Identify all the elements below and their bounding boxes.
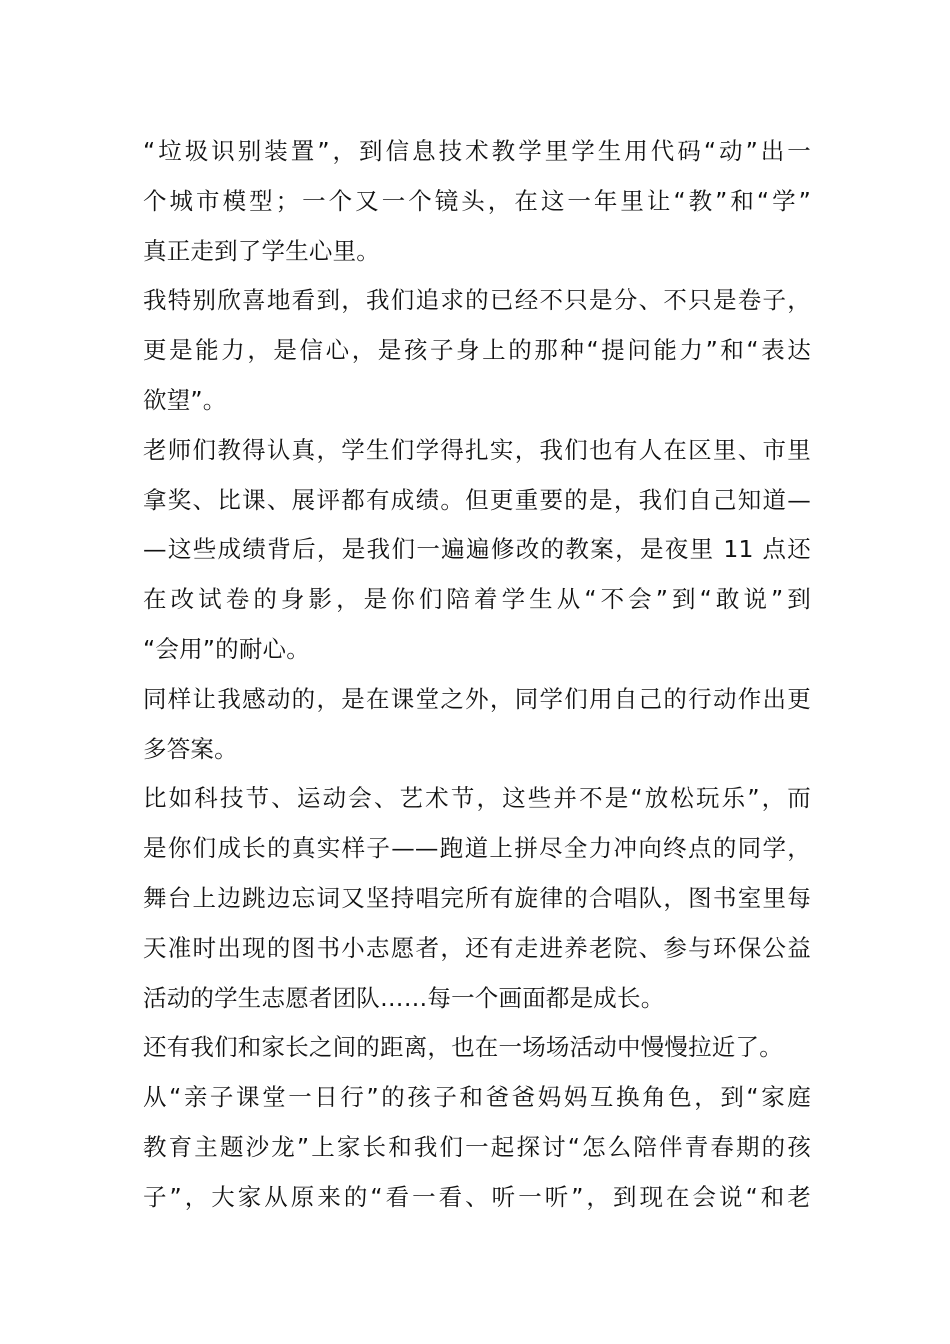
text-line: 个城市模型；一个又一个镜头，在这一年里让“教”和“学” [143,186,811,215]
text-line: 我特别欣喜地看到，我们追求的已经不只是分、不只是卷子， [143,286,811,315]
text-line: 舞台上边跳边忘词又坚持唱完所有旋律的合唱队，图书室里每 [143,883,811,912]
text-line: 活动的学生志愿者团队……每一个画面都是成长。 [143,983,665,1012]
document-body-text [143,127,811,1223]
text-line: 欲望”。 [143,385,227,414]
text-line: 老师们教得认真，学生们学得扎实，我们也有人在区里、市里 [143,435,811,464]
text-line: 是你们成长的真实样子——跑道上拼尽全力冲向终点的同学， [143,834,811,863]
text-line: 天准时出现的图书小志愿者，还有走进养老院、参与环保公益 [143,933,811,962]
text-line: “会用”的耐心。 [143,634,310,663]
text-line: 教育主题沙龙”上家长和我们一起探讨“怎么陪伴青春期的孩 [143,1132,811,1161]
text-line: 同样让我感动的，是在课堂之外，同学们用自己的行动作出更 [143,684,811,713]
text-line: 多答案。 [143,734,238,763]
text-line: “垃圾识别装置”，到信息技术教学里学生用代码“动”出一 [143,137,811,165]
text-line: 拿奖、比课、展评都有成绩。但更重要的是，我们自己知道— [143,485,811,514]
text-line: 还有我们和家长之间的距离，也在一场场活动中慢慢拉近了。 [143,1033,783,1062]
text-line: 从“亲子课堂一日行”的孩子和爸爸妈妈互换角色，到“家庭 [143,1083,811,1112]
text-line: 更是能力，是信心，是孩子身上的那种“提问能力”和“表达 [143,336,811,365]
text-line: 子”，大家从原来的“看一看、听一听”，到现在会说“和老 [143,1182,811,1211]
text-line: 比如科技节、运动会、艺术节，这些并不是“放松玩乐”，而 [143,784,811,813]
text-line: 真正走到了学生心里。 [143,236,380,265]
text-line: —这些成绩背后，是我们一遍遍修改的教案，是夜里 11 点还 [143,535,811,564]
text-line: 在改试卷的身影，是你们陪着学生从“不会”到“敢说”到 [143,585,811,614]
